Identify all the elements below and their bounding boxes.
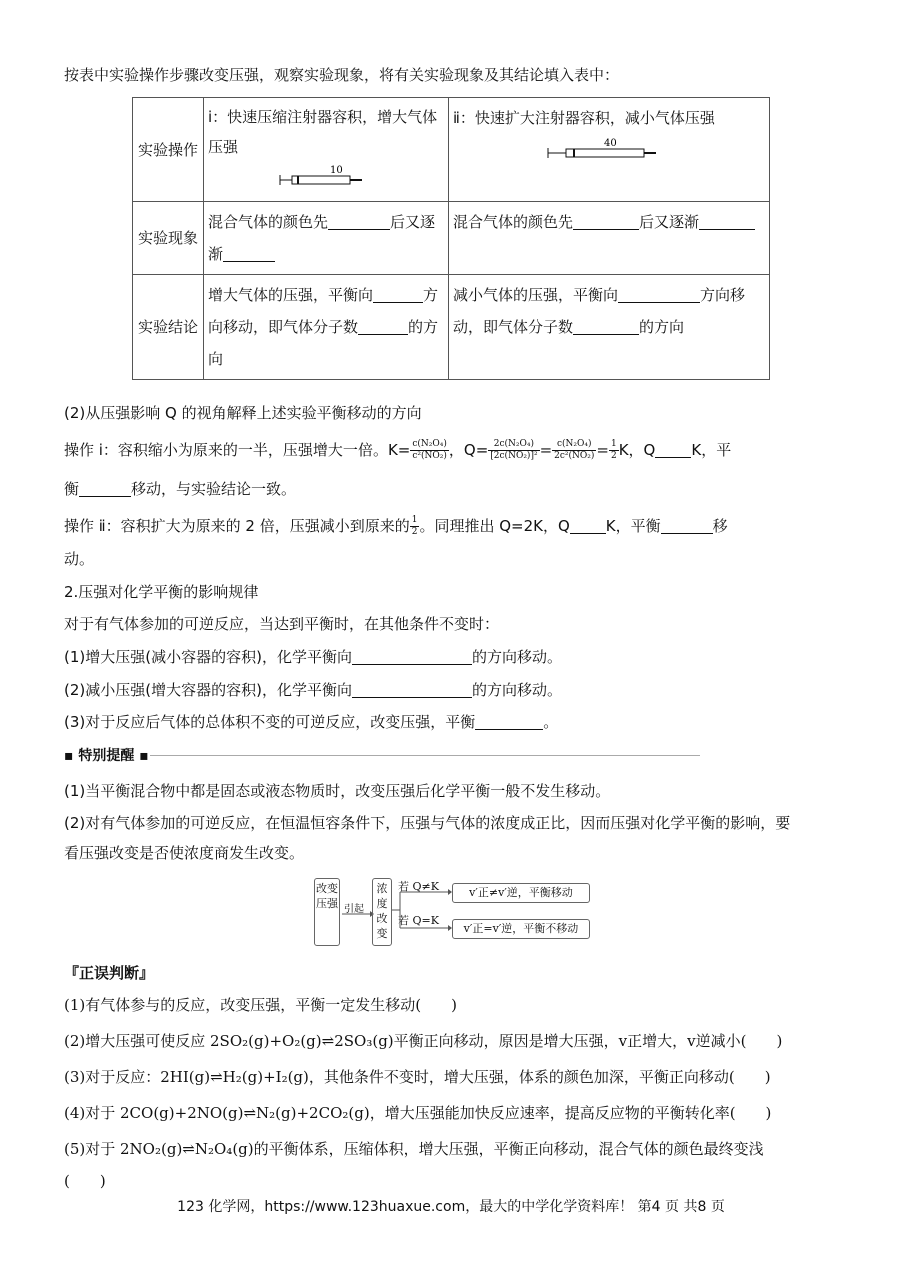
intro-text: 按表中实验操作步骤改变压强，观察实验现象，将有关实验现象及其结论填入表中：: [64, 66, 620, 84]
syringe-icon: [278, 164, 374, 188]
text: K，Q: [618, 441, 656, 459]
judge-item-5: (5)对于 2NO₂(g)⇌N₂O₄(g)的平衡体系，压缩体积，增大压强，平衡正向移动，混合气体的颜色最终变浅: [64, 1140, 764, 1158]
tip-p2a: (2)对有气体参加的可逆反应，在恒温恒容条件下，压强与气体的浓度成正比，因而压强对化学平衡的影响，要: [64, 814, 791, 832]
answer-blank[interactable]: [79, 480, 131, 497]
answer-blank[interactable]: [352, 681, 472, 698]
text: 混合气体的颜色先: [453, 213, 574, 231]
q2-operation-i-cont: [64, 478, 296, 500]
flow-result-shift: v′正≠v′逆，平衡移动: [452, 883, 590, 903]
rule-3: [64, 711, 558, 733]
judge-item-3: (3)对于反应：2HI(g)⇌H₂(g)+I₂(g)，其他条件不变时，增大压强，体系的颜色加深，平衡正向移动( ): [64, 1068, 771, 1086]
answer-blank[interactable]: [655, 441, 691, 458]
judge-item-5-bracket: ( ): [64, 1172, 106, 1190]
cell-operation-i: [204, 98, 449, 202]
answer-blank[interactable]: [573, 213, 639, 230]
text: 方向移动，即气体分子数: [208, 286, 439, 336]
flow-cond-1: 若 Q≠K: [398, 880, 439, 893]
answer-blank[interactable]: [699, 213, 755, 230]
fraction-half: $\frac{1}{2}$: [411, 515, 418, 537]
answer-blank[interactable]: [373, 286, 423, 303]
text: 操作 ⅰ：容积缩小为原来的一半，压强增大一倍。K=: [64, 441, 411, 459]
answer-blank[interactable]: [358, 318, 408, 335]
cell-operation-ii: [449, 98, 770, 202]
row-head-phenomenon: 实验现象: [133, 202, 204, 275]
text: 移: [712, 517, 728, 535]
judge-item-4: (4)对于 2CO(g)+2NO(g)⇌N₂(g)+2CO₂(g)，增大压强能加快反应速率，提高反应物的平衡转化率( ): [64, 1104, 772, 1122]
text: (1)增大压强(减小容器的容积)，化学平衡向: [64, 648, 352, 666]
flow-cond-2: 若 Q=K: [398, 914, 439, 927]
tip-p1: (1)当平衡混合物中都是固态或液态物质时，改变压强后化学平衡一般不发生移动。: [64, 782, 611, 800]
flow-diagram: [312, 876, 592, 946]
q2-operation-i: 操作 ⅰ：容积缩小为原来的一半，压强增大一倍。K= $\frac{\text{c(N₂O₄)}}{\text{c²(NO₂)}}$ ，Q= $\frac{\text{2c(N₂O₄)}}{\text{[2c(NO₂)]²}}$ = $\frac{\text{c(N₂O₄)}}{\text{2c²(NO₂)}}$ = $\frac{1}{2}$ K，Q K，平: [64, 439, 732, 461]
text: K，平衡: [605, 517, 661, 535]
text: (2)减小压强(增大容器的容积)，化学平衡向: [64, 681, 352, 699]
text: 。同理推出 Q=2K，Q: [419, 517, 570, 535]
answer-blank[interactable]: [352, 648, 472, 665]
rule-1: [64, 646, 562, 668]
flow-result-noshift: v′正=v′逆，平衡不移动: [452, 919, 590, 939]
text: (3)对于反应后气体的总体积不变的可逆反应，改变压强，平衡: [64, 713, 476, 731]
fraction-k: $\frac{\text{c(N₂O₄)}}{\text{c²(NO₂)}}$: [412, 439, 447, 461]
text: 。: [543, 713, 559, 731]
answer-blank[interactable]: [573, 318, 639, 335]
syringe-label-40: 40: [604, 138, 617, 149]
text: K，平: [691, 441, 732, 459]
operation-i-text: ⅰ：快速压缩注射器容积，增大气体压强: [208, 108, 438, 156]
answer-blank[interactable]: [328, 213, 390, 230]
row-head-conclusion: 实验结论: [133, 275, 204, 380]
syringe-label-10: 10: [330, 165, 343, 176]
cell-phenomenon-ii: [449, 202, 770, 275]
text: 移动，与实验结论一致。: [131, 480, 297, 498]
tip-title: ▪ 特别提醒 ▪: [64, 748, 149, 764]
fraction-q: $\frac{\text{2c(N₂O₄)}}{\text{[2c(NO₂)]²}}$: [490, 439, 538, 461]
page-footer: 123 化学网，https://www.123huaxue.com，最大的中学化学资料库！ 第4 页 共8 页: [177, 1199, 725, 1215]
text: 混合气体的颜色先: [208, 213, 329, 231]
fraction-half: $\frac{1}{2}$: [610, 439, 617, 461]
text: 后又逐渐: [639, 213, 700, 231]
answer-blank[interactable]: [475, 713, 543, 730]
judge-title: 『正误判断』: [64, 964, 155, 982]
text: 减小气体的压强，平衡向: [453, 286, 619, 304]
syringe-icon: [544, 136, 674, 162]
rule-2: [64, 679, 562, 701]
q2-operation-ii-cont: 动。: [64, 550, 95, 568]
fraction-q2: $\frac{\text{c(N₂O₄)}}{\text{2c²(NO₂)}}$: [554, 439, 595, 461]
experiment-table: [132, 97, 770, 380]
text: 增大气体的压强，平衡向: [208, 286, 374, 304]
operation-ii-text: ⅱ：快速扩大注射器容积，减小气体压强: [453, 109, 715, 127]
judge-item-2: (2)增大压强可使反应 2SO₂(g)+O₂(g)⇌2SO₃(g)平衡正向移动，原因是增大压强，v正增大，v逆减小( ): [64, 1032, 783, 1050]
text: ，Q=: [448, 441, 489, 459]
cell-phenomenon-i: [204, 202, 449, 275]
flow-box-pressure: 改变压强: [314, 878, 340, 946]
text: 方向移动，即气体分子数: [453, 286, 746, 336]
tip-p2b: 看压强改变是否使浓度商发生改变。: [64, 844, 305, 862]
text: 的方向: [639, 318, 685, 336]
q2-operation-ii: [64, 512, 728, 540]
cell-conclusion-i: [204, 275, 449, 380]
text: 操作 ⅱ：容积扩大为原来的 2 倍，压强减小到原来的: [64, 517, 410, 535]
text: 衡: [64, 480, 80, 498]
text: 的方向: [208, 318, 439, 368]
answer-blank[interactable]: [570, 517, 606, 534]
answer-blank[interactable]: [618, 286, 700, 303]
answer-blank[interactable]: [661, 517, 713, 534]
text: 的方向移动。: [471, 648, 562, 666]
divider: [150, 755, 700, 756]
rule-intro: 对于有气体参加的可逆反应，当达到平衡时，在其他条件不变时：: [64, 615, 500, 633]
flow-arrow-label: 引起: [344, 904, 364, 915]
rule-title: 2.压强对化学平衡的影响规律: [64, 583, 259, 601]
flow-box-concentration: 浓度改变: [372, 878, 392, 946]
q2-title: (2)从压强影响 Q 的视角解释上述实验平衡移动的方向: [64, 404, 422, 422]
answer-blank[interactable]: [223, 245, 275, 262]
judge-item-1: (1)有气体参与的反应，改变压强，平衡一定发生移动( ): [64, 996, 457, 1014]
row-head-operation: 实验操作: [133, 98, 204, 202]
cell-conclusion-ii: [449, 275, 770, 380]
text: 的方向移动。: [471, 681, 562, 699]
text: 后又逐渐: [208, 213, 436, 263]
